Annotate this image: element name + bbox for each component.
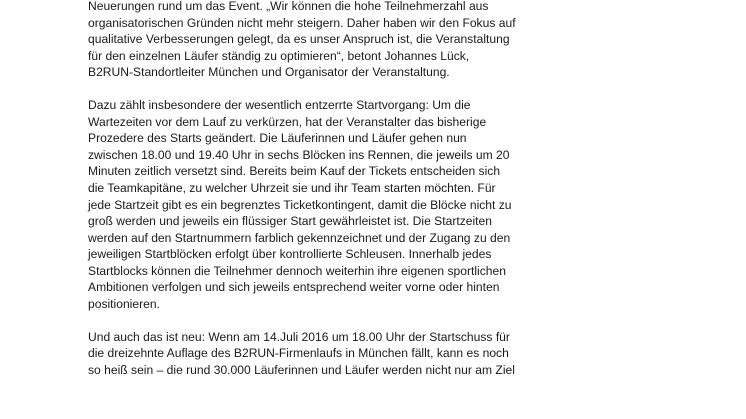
text-line: jeweiligen Startblöcken erfolgt über kontrollierte Schleusen. Innerhalb jedes	[88, 247, 492, 262]
text-line: qualitative Verbesserungen gelegt, da es unser Anspruch ist, die Veranstaltung	[88, 32, 510, 47]
text-line: Prozedere des Starts geändert. Die Läuferinnen und Läufer gehen nun	[88, 131, 467, 146]
text-line: für den einzelnen Läufer ständig zu optimieren“, betont Johannes Lück,	[88, 48, 470, 63]
text-line: die Teamkapitäne, zu welcher Uhrzeit sie und ihr Team starten möchten. Für	[88, 180, 496, 195]
text-line: Wartezeiten vor dem Lauf zu verkürzen, hat der Veranstalter das bisherige	[88, 114, 487, 129]
paragraph-intro	[88, 0, 688, 81]
text-line: Startblocks können die Teilnehmer dennoch weiterhin ihre eigenen sportlichen	[88, 263, 506, 278]
text-line: Minuten zeitlich versetzt sind. Bereits beim Kauf der Tickets entscheiden sich	[88, 164, 501, 179]
text-line: jede Startzeit gibt es ein begrenztes Ticketkontingent, damit die Blöcke nicht zu	[88, 197, 512, 212]
document-body	[88, 0, 688, 395]
text-line: so heiß sein – die rund 30.000 Läuferinnen und Läufer werden nicht nur am Ziel	[88, 362, 515, 377]
text-line: die dreizehnte Auflage des B2RUN-Firmenlaufs in München fällt, kann es noch	[88, 346, 509, 361]
text-line: werden auf den Startnummern farblich gekennzeichnet und der Zugang zu den	[88, 230, 511, 245]
paragraph-startvorgang	[88, 97, 688, 312]
text-line: zwischen 18.00 und 19.40 Uhr in sechs Blöcken ins Rennen, die jeweils um 20	[88, 147, 510, 162]
text-line: organisatorischen Gründen nicht mehr steigern. Daher haben wir den Fokus auf	[88, 15, 516, 30]
text-line: Und auch das ist neu: Wenn am 14.Juli 2016 um 18.00 Uhr der Startschuss für	[88, 329, 510, 344]
paragraph-neuerung	[88, 329, 688, 379]
text-line: Ambitionen verfolgen und sich jeweils entsprechend weiter vorne oder hinten	[88, 280, 500, 295]
text-line: Dazu zählt insbesondere der wesentlich entzerrte Startvorgang: Um die	[88, 98, 471, 113]
text-line: B2RUN-Standortleiter München und Organisator der Veranstaltung.	[88, 65, 450, 80]
text-line: groß werden und jeweils ein flüssiger Start gewährleistet ist. Die Startzeiten	[88, 214, 492, 229]
text-line: positionieren.	[88, 296, 160, 311]
text-line: Neuerungen rund um das Event. „Wir können die hohe Teilnehmerzahl aus	[88, 0, 489, 13]
